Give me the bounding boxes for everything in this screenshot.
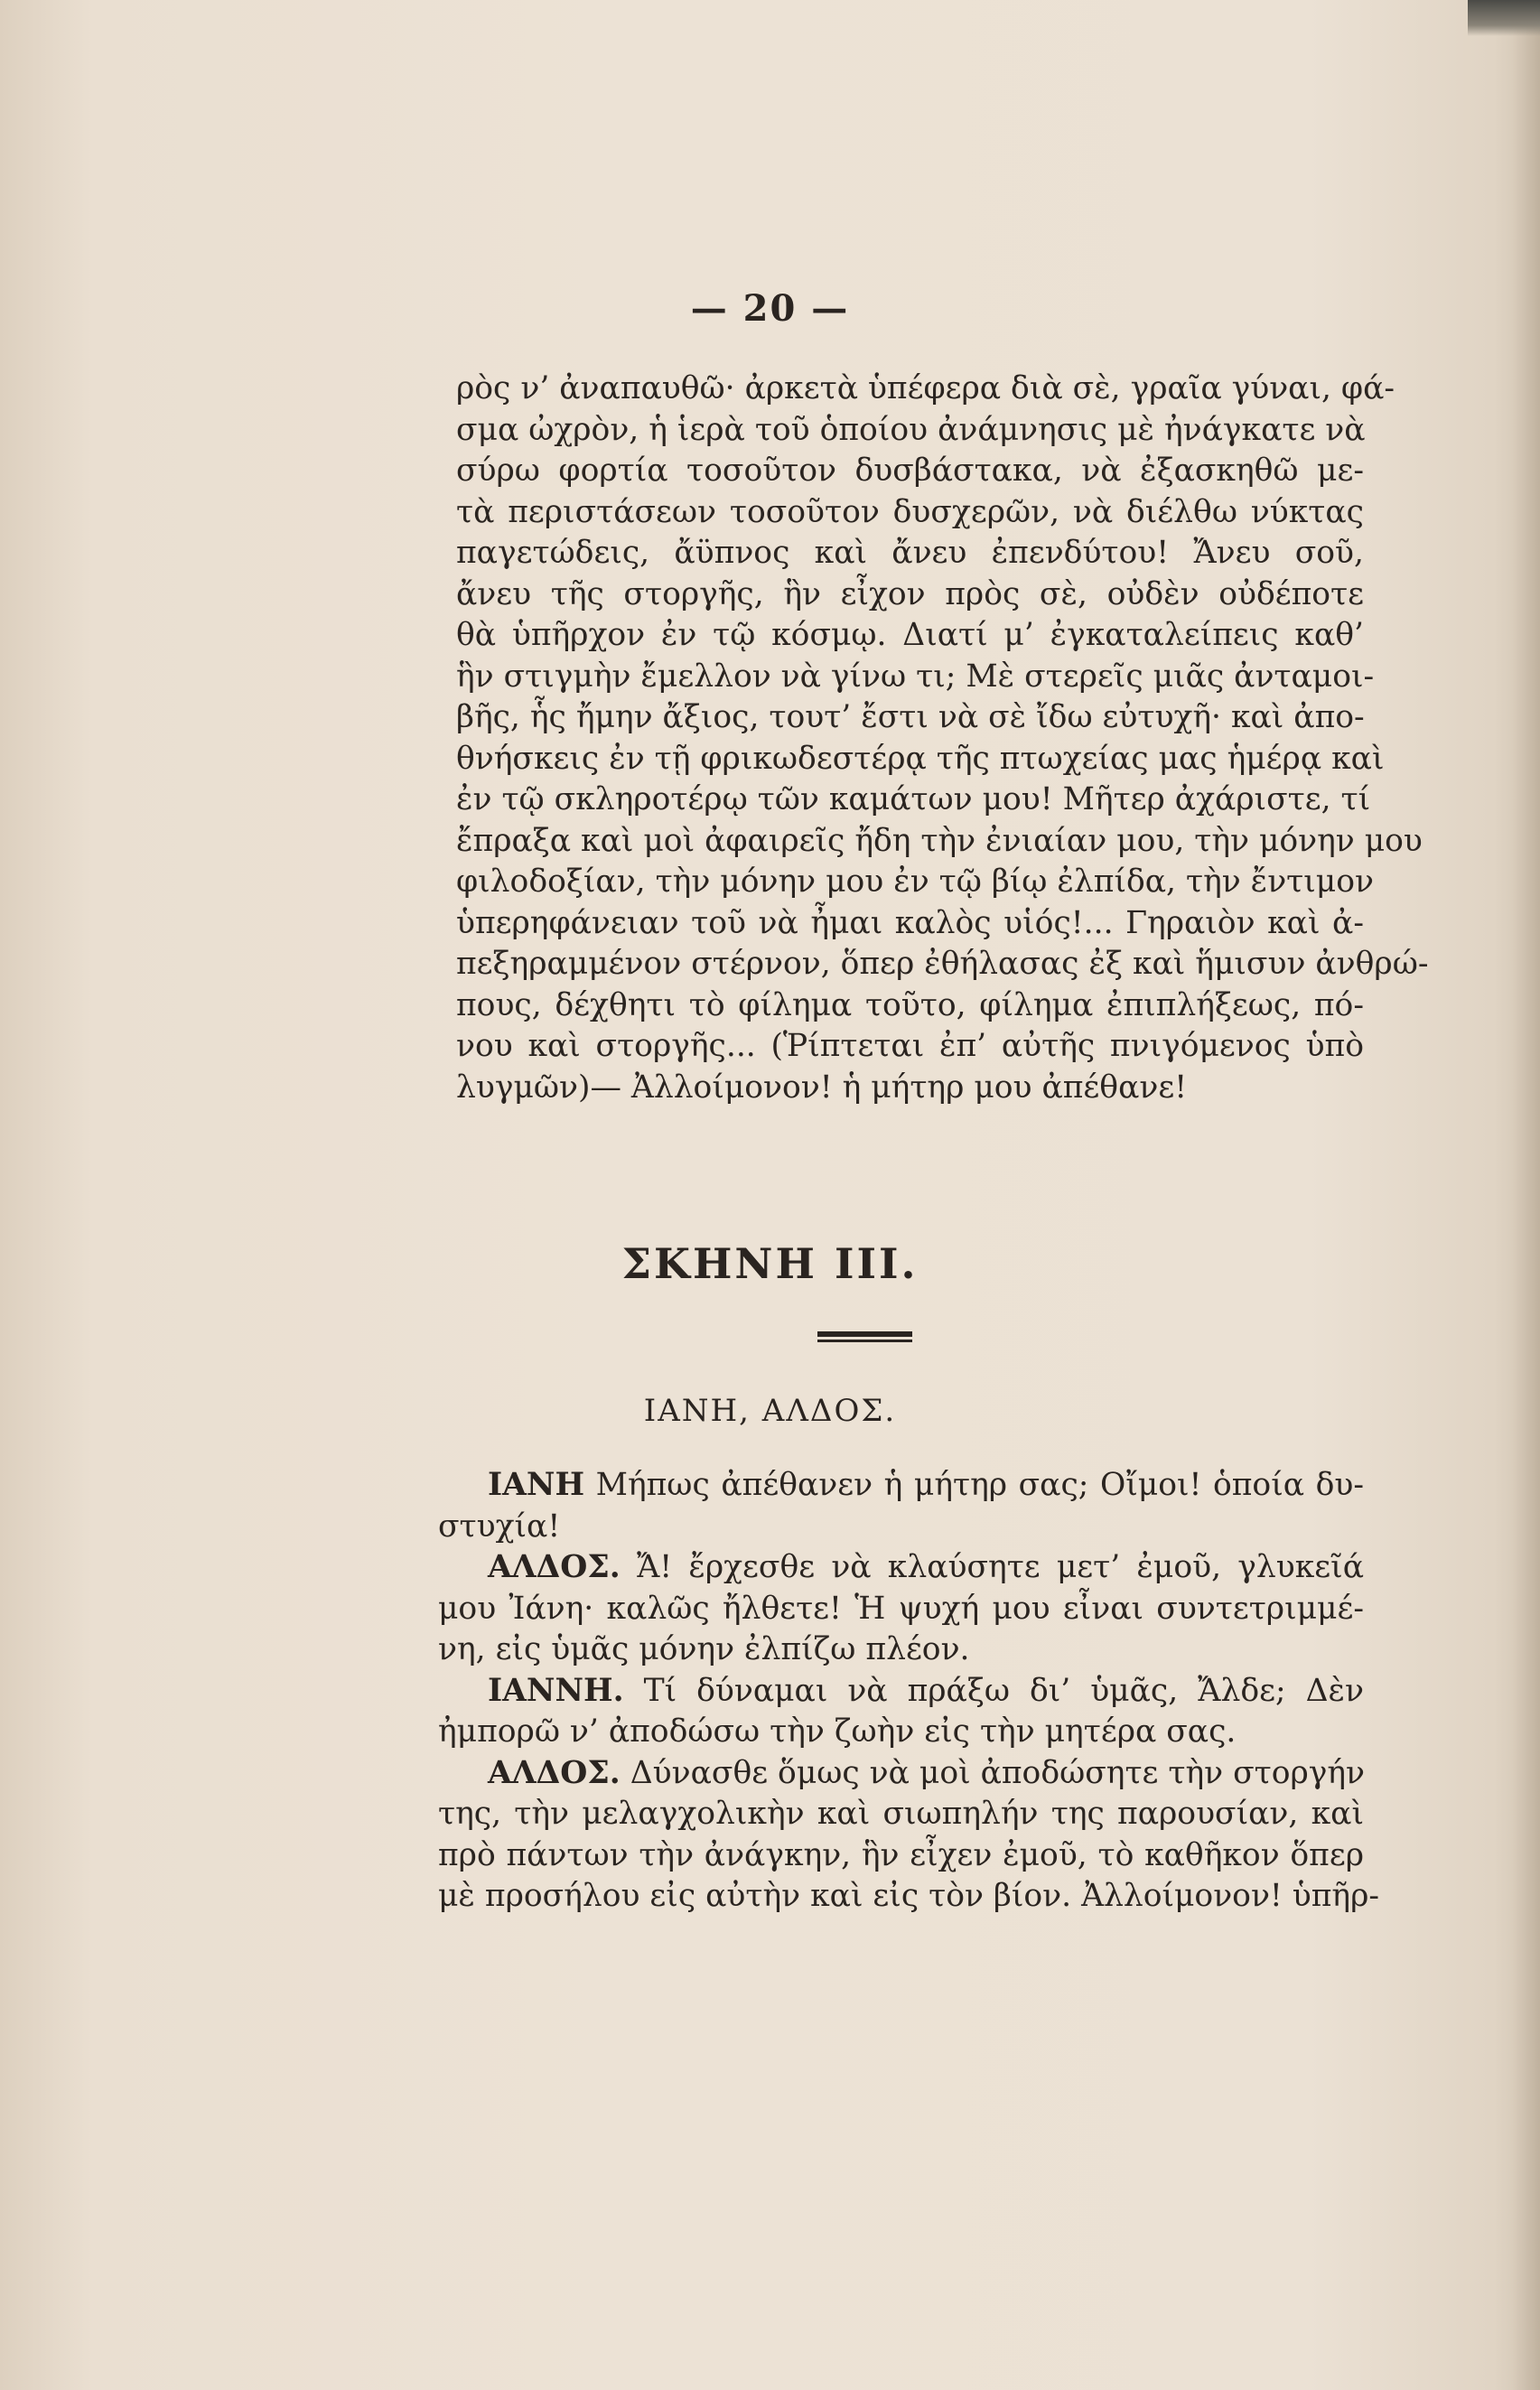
speaker-name: ΙΑΝΝΗ.	[488, 1672, 624, 1709]
dialogue-line	[438, 1671, 1364, 1713]
text-line: ὑπερηφάνειαν τοῦ νὰ ἦμαι καλὸς υἱός!... Γηραιὸν καὶ ἀ-	[456, 904, 1364, 941]
text-line: λυγμῶν)— Ἀλλοίμονον! ἡ μήτηρ μου ἀπέθανε!	[456, 1069, 1188, 1106]
section-rule	[817, 1331, 912, 1342]
dialogue-line: της, τὴν μελαγχολικὴν καὶ σιωπηλήν της παρουσίαν, καὶ	[438, 1796, 1364, 1832]
characters-heading: ΙΑΝΗ, ΑΛΔΟΣ.	[643, 1393, 897, 1429]
page-edge	[1513, 0, 1540, 2390]
text-line: πους, δέχθητι τὸ φίλημα τοῦτο, φίλημα ἐπιπλήξεως, πό-	[456, 986, 1364, 1023]
corner-shadow	[1468, 0, 1540, 36]
text-line: ρὸς ν’ ἀναπαυθῶ· ἀρκετὰ ὑπέφερα διὰ σὲ, γραῖα γύναι, φά-	[456, 370, 1395, 406]
text-line: φιλοδοξίαν, τὴν μόνην μου ἐν τῷ βίῳ ἐλπίδα, τὴν ἔντιμον	[456, 864, 1374, 900]
dialogue-text: Ἄ! ἔρχεσθε νὰ κλαύσητε μετ’ ἐμοῦ, γλυκεῖά	[636, 1549, 1364, 1585]
text-line: νου καὶ στοργῆς... (Ῥίπτεται ἐπ’ αὐτῆς πνιγόμενος ὑπὸ	[456, 1028, 1364, 1064]
text-line: παγετώδεις, ἄϋπνος καὶ ἄνευ ἐπενδύτου! Ἄνευ σοῦ,	[456, 535, 1364, 571]
text-line: σμα ὠχρὸν, ἡ ἱερὰ τοῦ ὁποίου ἀνάμνησις μὲ ἠνάγκατε νὰ	[456, 411, 1366, 448]
text-line: ἄνευ τῆς στοργῆς, ἣν εἶχον πρὸς σὲ, οὐδὲν οὐδέποτε	[456, 575, 1364, 612]
text-line: τὰ περιστάσεων τοσοῦτον δυσχερῶν, νὰ διέλθω νύκτας	[456, 493, 1364, 530]
dialogue-line: ἠμπορῶ ν’ ἀποδώσω τὴν ζωὴν εἰς τὴν μητέρα σας.	[438, 1713, 1237, 1750]
monologue-text	[456, 369, 1429, 1108]
dialogue-line: στυχία!	[438, 1508, 561, 1545]
scene-title: ΣΚΗΝΗ III.	[621, 1239, 919, 1288]
text-line: ἣν στιγμὴν ἔμελλον νὰ γίνω τι; Μὲ στερεῖς μιᾶς ἀνταμοι-	[456, 658, 1375, 695]
dialogue-line: πρὸ πάντων τὴν ἀνάγκην, ἣν εἶχεν ἐμοῦ, τὸ καθῆκον ὅπερ	[438, 1836, 1364, 1873]
dialogue-line	[438, 1753, 1364, 1795]
dialogue-line	[438, 1465, 1364, 1507]
text-line: ἐν τῷ σκληροτέρῳ τῶν καμάτων μου! Μῆτερ ἀχάριστε, τί	[456, 781, 1371, 817]
dialogue-text: Δύνασθε ὅμως νὰ μοὶ ἀποδώσητε τὴν στοργήν	[630, 1754, 1366, 1791]
text-line: θνήσκεις ἐν τῇ φρικωδεστέρᾳ τῆς πτωχείας μας ἡμέρᾳ καὶ	[456, 740, 1385, 777]
dialogue-line: μὲ προσήλου εἰς αὐτὴν καὶ εἰς τὸν βίον. Ἀλλοίμονον! ὑπῆρ-	[438, 1878, 1380, 1914]
text-line: βῆς, ἧς ἤμην ἄξιος, τουτ’ ἔστι νὰ σὲ ἴδω εὐτυχῆ· καὶ ἀπο-	[456, 699, 1365, 735]
text-line: πεξηραμμένον στέρνον, ὅπερ ἐθήλασας ἐξ καὶ ἥμισυν ἀνθρώ-	[456, 946, 1429, 982]
text-line: σύρω φορτία τοσοῦτον δυσβάστακα, νὰ ἐξασκηθῶ με-	[456, 453, 1364, 489]
dialogue-line: μου Ἰάνη· καλῶς ἤλθετε! Ἡ ψυχή μου εἶναι συντετριμμέ-	[438, 1590, 1364, 1627]
text-line: θὰ ὑπῆρχον ἐν τῷ κόσμῳ. Διατί μ’ ἐγκαταλείπεις καθ’	[456, 617, 1364, 653]
dialogue-text: Τί δύναμαι νὰ πράξω δι’ ὑμᾶς, Ἄλδε; Δὲν	[643, 1672, 1364, 1709]
text-line: ἔπραξα καὶ μοὶ ἀφαιρεῖς ἤδη τὴν ἐνιαίαν μου, τὴν μόνην μου	[456, 822, 1423, 859]
dialogue-line	[438, 1547, 1364, 1589]
speaker-name: ΑΛΔΟΣ.	[488, 1754, 621, 1791]
page-number: — 20 —	[690, 287, 850, 330]
dialogue-block	[438, 1465, 1380, 1918]
dialogue-line: νη, εἰς ὑμᾶς μόνην ἐλπίζω πλέον.	[438, 1631, 970, 1667]
speaker-name: ΑΛΔΟΣ.	[488, 1549, 621, 1585]
dialogue-text: Μήπως ἀπέθανεν ἡ μήτηρ σας; Οἴμοι! ὁποία δυ-	[595, 1467, 1364, 1503]
speaker-name: ΙΑΝΗ	[488, 1467, 585, 1503]
